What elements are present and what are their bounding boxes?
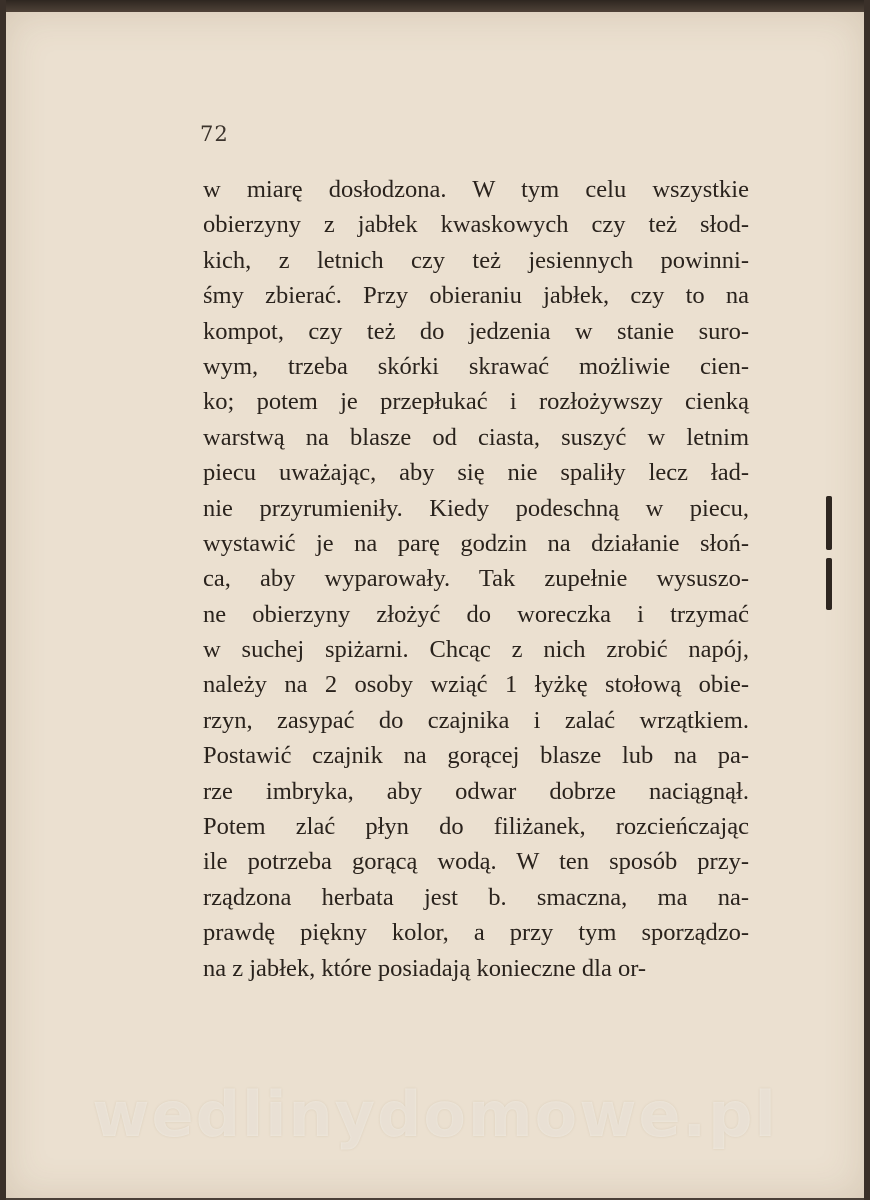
text-line: rze imbryka, aby odwar dobrze naciągnął. xyxy=(203,777,749,805)
text-line: wystawić je na parę godzin na działanie słoń- xyxy=(203,529,749,557)
binding-mark xyxy=(826,558,832,610)
text-line: warstwą na blasze od ciasta, suszyć w letnim xyxy=(203,423,749,451)
text-line: ca, aby wyparowały. Tak zupełnie wysuszo- xyxy=(203,565,749,593)
text-line: kompot, czy też do jedzenia w stanie suro- xyxy=(203,317,749,345)
scan-right-edge xyxy=(864,0,870,1200)
text-line: w suchej spiżarni. Chcąc z nich zrobić napój, xyxy=(203,636,749,664)
text-line: rzyn, zasypać do czajnika i zalać wrzątkiem. xyxy=(203,706,749,734)
text-line: śmy zbierać. Przy obieraniu jabłek, czy to na xyxy=(203,282,749,310)
text-line: na z jabłek, które posiadają konieczne dla or- xyxy=(203,954,647,982)
body-text xyxy=(203,172,749,986)
text-line: należy na 2 osoby wziąć 1 łyżkę stołową obie- xyxy=(203,671,749,699)
text-line: Postawić czajnik na gorącej blasze lub na pa- xyxy=(203,742,749,770)
text-line: prawdę piękny kolor, a przy tym sporządzo- xyxy=(203,919,749,947)
text-line: piecu uważając, aby się nie spaliły lecz ład- xyxy=(203,459,749,487)
text-line: Potem zlać płyn do filiżanek, rozcieńczając xyxy=(203,813,749,841)
text-line: rządzona herbata jest b. smaczna, ma na- xyxy=(203,883,749,911)
text-line: ne obierzyny złożyć do woreczka i trzymać xyxy=(203,600,749,628)
binding-mark xyxy=(826,496,832,550)
watermark: wedlinydomowe.pl xyxy=(92,1078,778,1151)
text-line: w miarę dosłodzona. W tym celu wszystkie xyxy=(203,176,749,203)
text-line: ko; potem je przepłukać i rozłożywszy cienką xyxy=(203,388,749,416)
text-line: wym, trzeba skórki skrawać możliwie cien- xyxy=(203,352,749,380)
text-line: kich, z letnich czy też jesiennych powinni- xyxy=(203,246,749,274)
text-line: nie przyrumieniły. Kiedy podeschną w piecu, xyxy=(203,494,749,522)
text-line: ile potrzeba gorącą wodą. W ten sposób przy- xyxy=(203,848,749,876)
text-line: obierzyny z jabłek kwaskowych czy też słod- xyxy=(203,211,749,239)
page-number: 72 xyxy=(200,122,229,146)
